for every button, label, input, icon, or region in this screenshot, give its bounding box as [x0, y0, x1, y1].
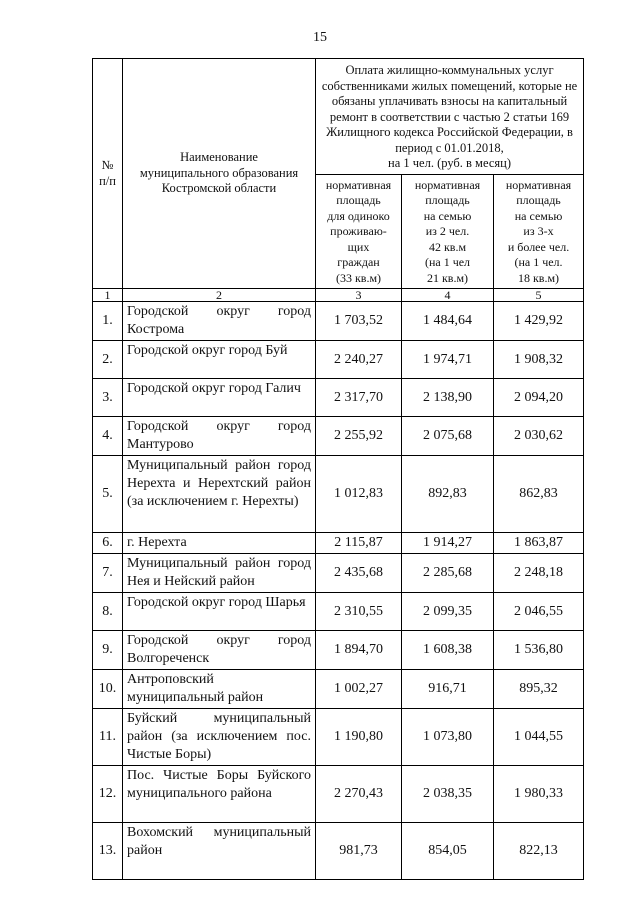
municipality-name: Городской округ город Шарья [123, 593, 316, 631]
municipality-name: Пос. Чистые Боры Буйского муниципального района [123, 766, 316, 823]
row-number: 6. [93, 533, 123, 554]
row-number: 5. [93, 456, 123, 533]
value-family-2: 1 484,64 [402, 302, 494, 341]
value-family-2: 2 138,90 [402, 379, 494, 417]
table-row [93, 766, 584, 823]
value-family-3: 1 863,87 [494, 533, 584, 554]
value-family-3: 862,83 [494, 456, 584, 533]
column-index: 5 [494, 289, 584, 302]
value-family-3: 1 536,80 [494, 631, 584, 670]
row-number: 13. [93, 823, 123, 880]
municipality-name: Муниципальный район город Нея и Нейский район [123, 554, 316, 593]
column-index: 3 [316, 289, 402, 302]
row-number: 2. [93, 341, 123, 379]
value-family-2: 892,83 [402, 456, 494, 533]
table-row [93, 379, 584, 417]
municipality-name: Вохомский муниципальный район [123, 823, 316, 880]
table-row [93, 631, 584, 670]
table-row [93, 670, 584, 709]
value-family-2: 1 073,80 [402, 709, 494, 766]
value-single: 1 190,80 [316, 709, 402, 766]
row-number: 9. [93, 631, 123, 670]
value-single: 2 255,92 [316, 417, 402, 456]
value-family-2: 2 285,68 [402, 554, 494, 593]
header-number: № п/п [93, 59, 123, 289]
value-family-3: 1 429,92 [494, 302, 584, 341]
value-family-3: 2 248,18 [494, 554, 584, 593]
value-single: 2 240,27 [316, 341, 402, 379]
column-index: 4 [402, 289, 494, 302]
value-single: 2 435,68 [316, 554, 402, 593]
value-family-3: 2 030,62 [494, 417, 584, 456]
value-family-2: 1 608,38 [402, 631, 494, 670]
value-family-3: 895,32 [494, 670, 584, 709]
row-number: 1. [93, 302, 123, 341]
header-payment-group: Оплата жилищно-коммунальных услуг собственниками жилых помещений, которые не обязаны уплачивать взносы на капитальный ремонт в соответствии с частью 2 статьи 169 Жилищного кодекса Российской Федерации, в период с 01.01.2018, на 1 чел. (руб. в месяц) [316, 59, 584, 175]
column-index: 1 [93, 289, 123, 302]
header-col-single: нормативная площадь для одиноко проживаю- щих граждан (33 кв.м) [316, 174, 402, 289]
value-family-2: 916,71 [402, 670, 494, 709]
value-family-2: 2 038,35 [402, 766, 494, 823]
municipality-name: Городской округ город Кострома [123, 302, 316, 341]
row-number: 7. [93, 554, 123, 593]
municipality-name: Антроповский муниципальный район [123, 670, 316, 709]
municipality-name: Городской округ город Мантурово [123, 417, 316, 456]
column-index-row [93, 289, 584, 302]
value-single: 2 270,43 [316, 766, 402, 823]
value-single: 1 012,83 [316, 456, 402, 533]
value-single: 1 894,70 [316, 631, 402, 670]
table-row [93, 823, 584, 880]
table-row [93, 554, 584, 593]
value-family-2: 2 075,68 [402, 417, 494, 456]
table-row [93, 456, 584, 533]
table-row [93, 341, 584, 379]
value-family-2: 1 914,27 [402, 533, 494, 554]
municipality-name: Городской округ город Волгореченск [123, 631, 316, 670]
page-number: 15 [313, 30, 327, 45]
municipality-name: г. Нерехта [123, 533, 316, 554]
value-family-3: 1 908,32 [494, 341, 584, 379]
table-row [93, 593, 584, 631]
value-family-3: 2 046,55 [494, 593, 584, 631]
value-family-3: 1 980,33 [494, 766, 584, 823]
tariff-table [92, 58, 584, 880]
municipality-name: Муниципальный район город Нерехта и Нерехтский район (за исключением г. Нерехты) [123, 456, 316, 533]
value-single: 2 310,55 [316, 593, 402, 631]
value-family-2: 854,05 [402, 823, 494, 880]
header-col-family-2: нормативная площадь на семью из 2 чел. 42 кв.м (на 1 чел 21 кв.м) [402, 174, 494, 289]
column-index: 2 [123, 289, 316, 302]
row-number: 4. [93, 417, 123, 456]
table-row [93, 417, 584, 456]
municipality-name: Городской округ город Буй [123, 341, 316, 379]
value-single: 2 115,87 [316, 533, 402, 554]
value-family-2: 2 099,35 [402, 593, 494, 631]
value-family-3: 2 094,20 [494, 379, 584, 417]
value-family-3: 822,13 [494, 823, 584, 880]
table-row [93, 533, 584, 554]
table-row [93, 302, 584, 341]
value-family-3: 1 044,55 [494, 709, 584, 766]
table-row [93, 709, 584, 766]
row-number: 12. [93, 766, 123, 823]
header-municipality: Наименование муниципального образования Костромской области [123, 59, 316, 289]
value-single: 1 002,27 [316, 670, 402, 709]
row-number: 10. [93, 670, 123, 709]
row-number: 11. [93, 709, 123, 766]
header-col-family-3: нормативная площадь на семью из 3-х и более чел. (на 1 чел. 18 кв.м) [494, 174, 584, 289]
municipality-name: Буйский муниципальный район (за исключением пос. Чистые Боры) [123, 709, 316, 766]
row-number: 8. [93, 593, 123, 631]
row-number: 3. [93, 379, 123, 417]
value-single: 1 703,52 [316, 302, 402, 341]
value-single: 981,73 [316, 823, 402, 880]
municipality-name: Городской округ город Галич [123, 379, 316, 417]
value-family-2: 1 974,71 [402, 341, 494, 379]
value-single: 2 317,70 [316, 379, 402, 417]
